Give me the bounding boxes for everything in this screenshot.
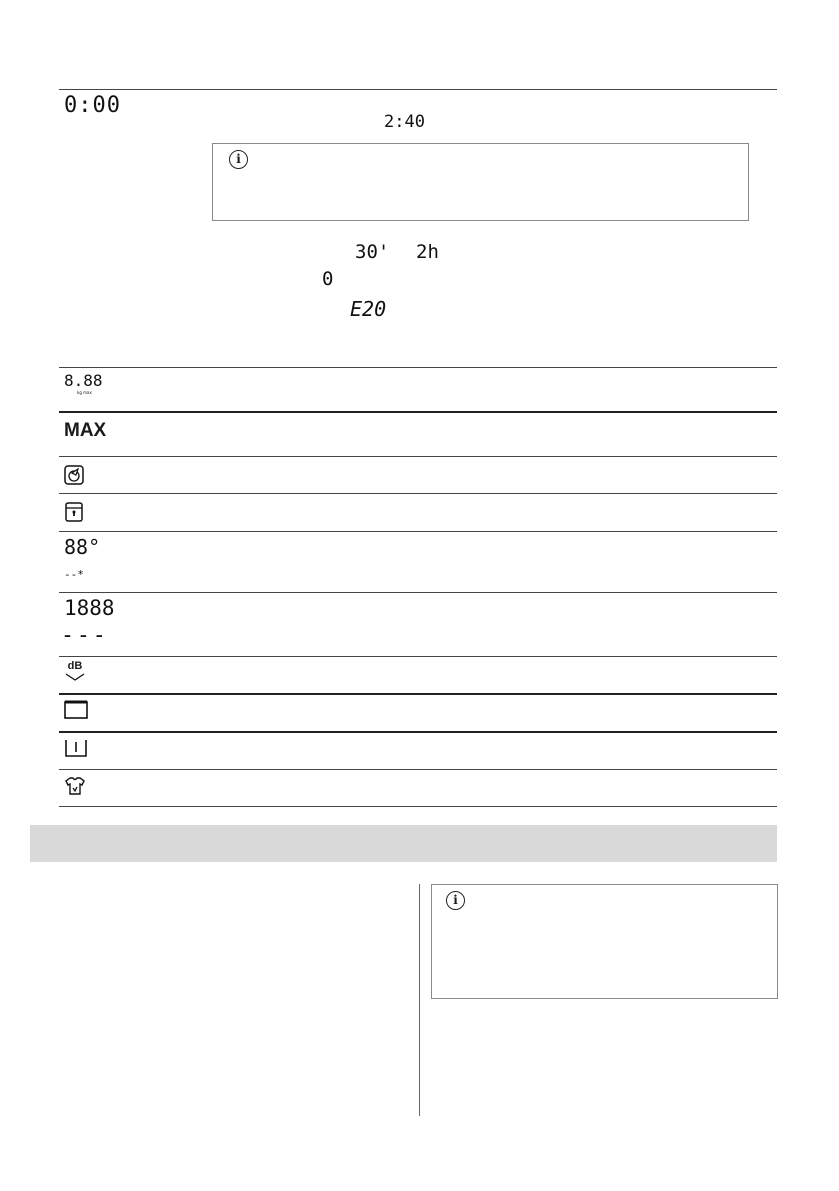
- sound-icon: [64, 660, 86, 682]
- weight-display-sub: kg max: [77, 390, 92, 395]
- door-lock-icon: [64, 502, 84, 522]
- temperature-symbol: 88°: [64, 535, 101, 559]
- table-top-rule: [59, 89, 777, 90]
- option-30-minutes: 30': [355, 241, 390, 263]
- row-rule: [59, 493, 777, 494]
- section-heading-bar: [30, 825, 777, 862]
- column-divider: [419, 884, 420, 1116]
- time-display-symbol: 0:00: [64, 93, 121, 118]
- spin-off-symbol: – – –: [64, 628, 105, 644]
- drum-light-icon: [64, 700, 88, 720]
- error-code-display: E20: [350, 297, 387, 321]
- drum-icon: [64, 738, 88, 758]
- info-icon: i: [446, 891, 465, 910]
- steam-icon: [64, 465, 84, 485]
- row-rule: [59, 731, 777, 733]
- info-note-box-2: [431, 884, 778, 999]
- row-rule: [59, 693, 777, 695]
- row-rule: [59, 411, 777, 413]
- row-rule: [59, 456, 777, 457]
- temperature-off-symbol: --*: [64, 568, 84, 581]
- row-rule: [59, 769, 777, 770]
- info-note-box: [212, 143, 749, 221]
- row-rule: [59, 592, 777, 593]
- info-icon: i: [229, 150, 248, 169]
- spin-speed-symbol: 1888: [64, 596, 115, 620]
- row-rule: [59, 367, 777, 368]
- inline-time-2-40: 2:40: [384, 112, 425, 132]
- shirt-icon: [64, 776, 86, 796]
- zero-display: 0: [322, 268, 334, 290]
- table-bottom-rule: [59, 806, 777, 807]
- max-load-symbol: MAX: [64, 420, 107, 441]
- option-2-hours: 2h: [416, 241, 439, 263]
- row-rule: [59, 531, 777, 532]
- weight-display-symbol: 8.88: [64, 371, 103, 390]
- db-label: dB: [67, 660, 83, 672]
- row-rule: [59, 656, 777, 657]
